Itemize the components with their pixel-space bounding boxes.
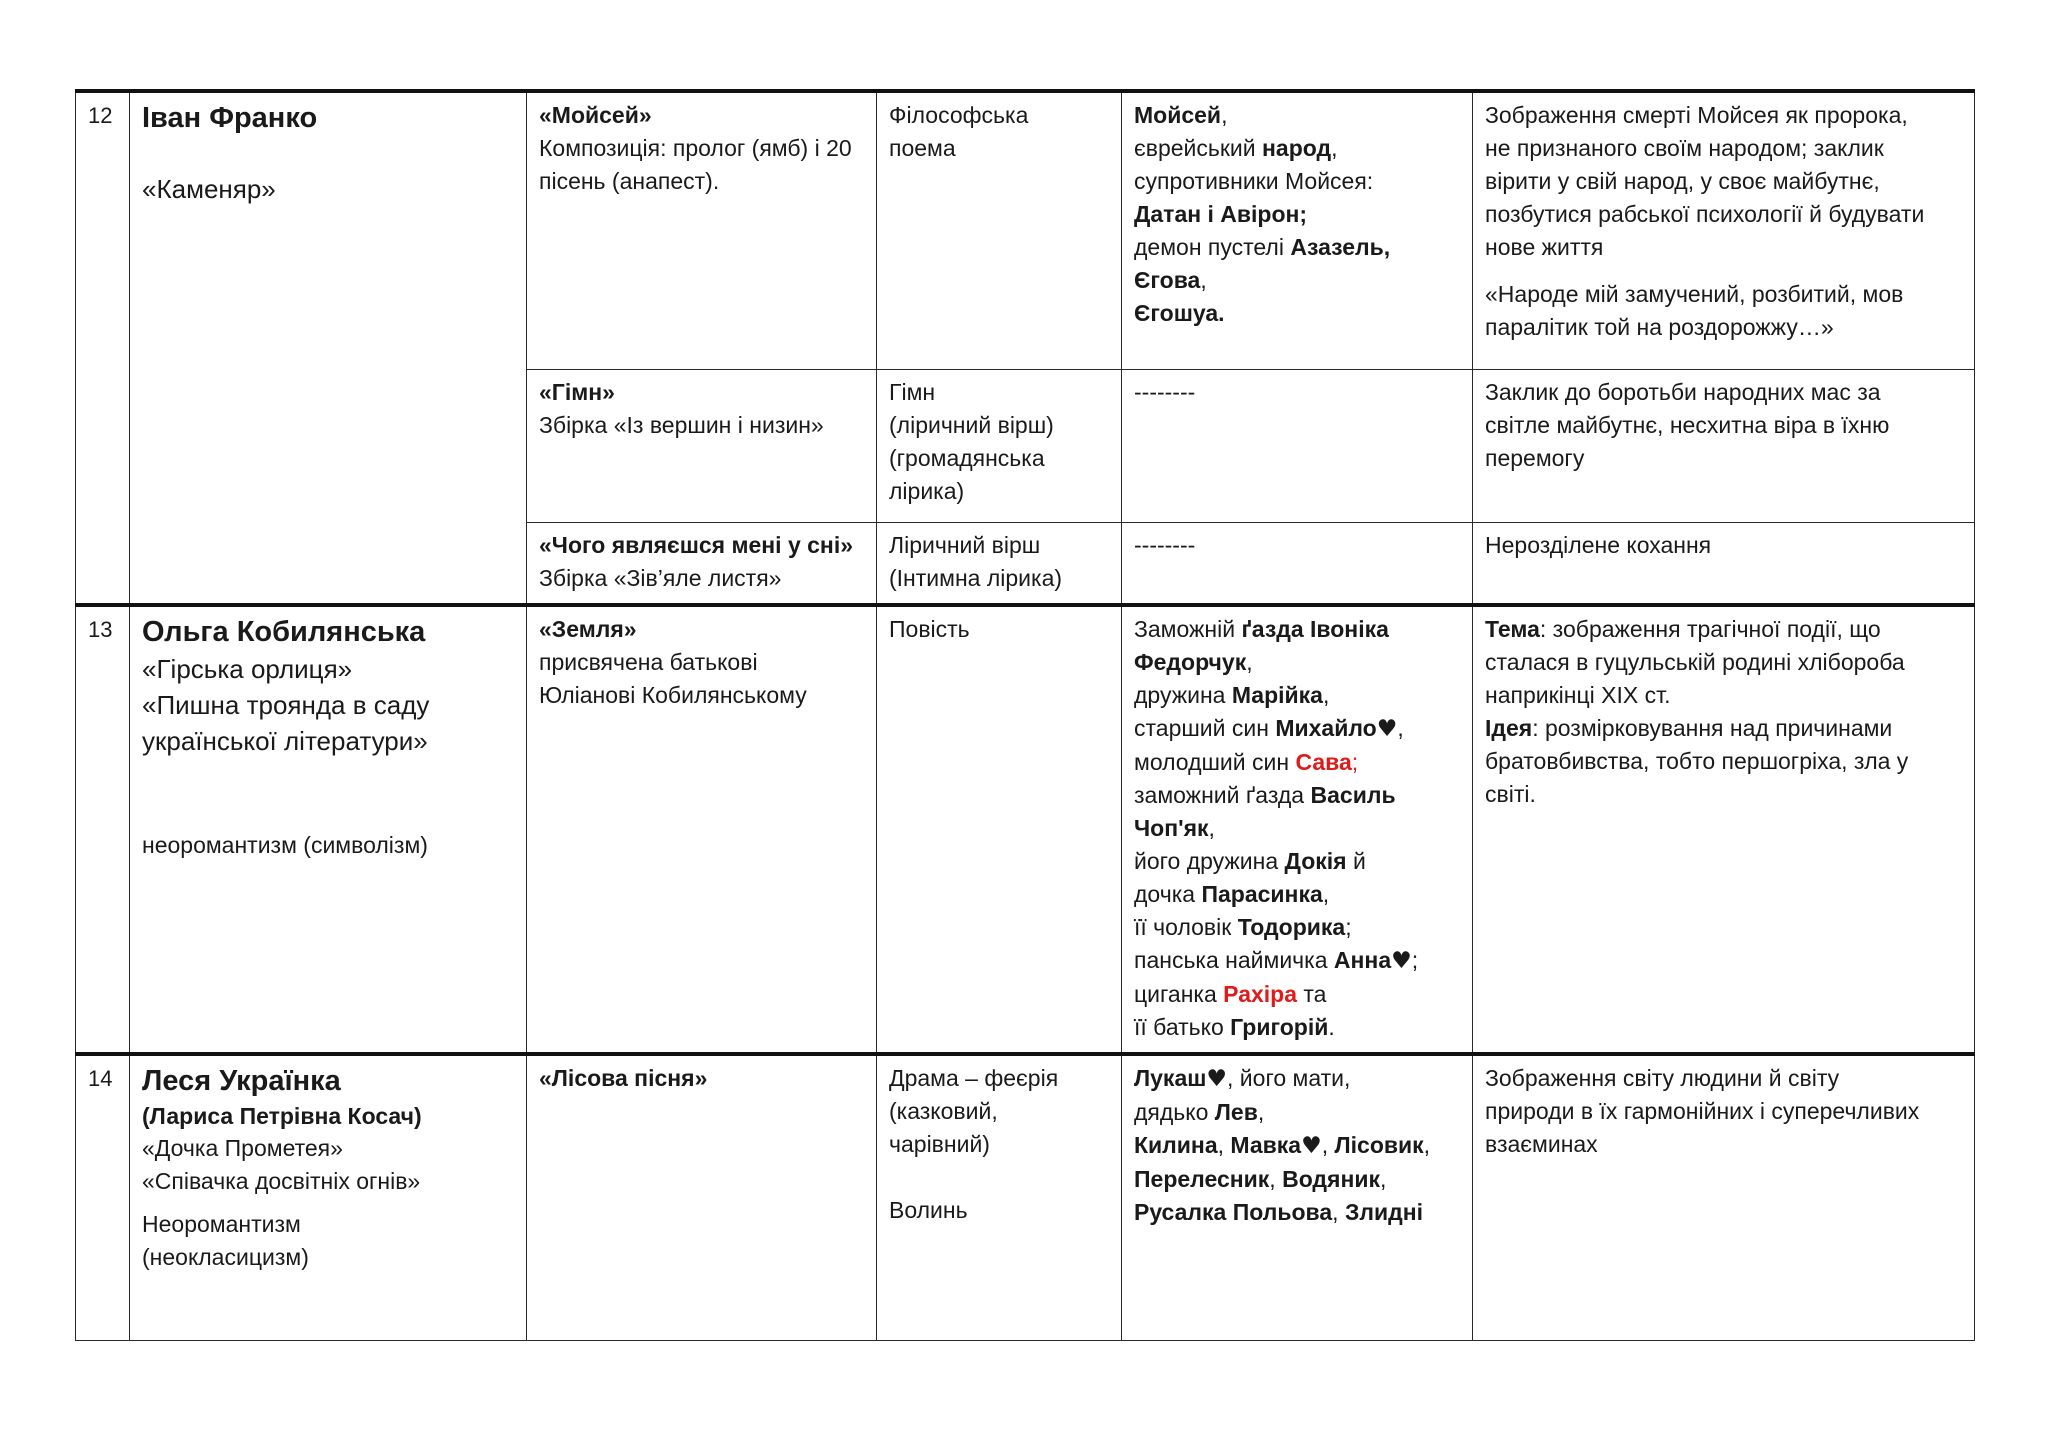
heart-icon: ♥	[1206, 1066, 1228, 1092]
hero-text: , його мати,	[1227, 1065, 1351, 1091]
hero-text: ,	[1217, 1132, 1231, 1158]
genre-line: Гімн	[889, 379, 936, 405]
hero-name-highlight: Рахіра	[1223, 981, 1298, 1007]
hero-text: ;	[1345, 914, 1352, 940]
idea-label: Ідея	[1485, 715, 1533, 741]
hero-text: ;	[1351, 749, 1359, 775]
hero-text: ,	[1380, 1166, 1387, 1192]
work-title: «Чого являєшся мені у сні»	[539, 532, 854, 558]
row-number: 12	[76, 91, 130, 605]
hero-name: Лукаш	[1134, 1065, 1207, 1091]
hero-name: Чоп'як	[1134, 815, 1209, 841]
work-title: «Гімн»	[539, 379, 615, 405]
genre-cell	[877, 605, 1122, 1054]
theme-line: світле майбутнє, несхитна віра в їхню	[1485, 412, 1890, 438]
heroes-cell	[1122, 605, 1473, 1054]
hero-name: Марійка	[1231, 682, 1323, 708]
hero-name: Злидні	[1344, 1199, 1423, 1225]
genre-line: Повість	[889, 616, 970, 642]
hero-name: Азазель,	[1290, 234, 1391, 260]
hero-name: Докія	[1284, 848, 1347, 874]
hero-name: Килина	[1134, 1132, 1218, 1158]
work-note: Композиція: пролог (ямб) і 20 пісень (анапест).	[539, 135, 852, 194]
theme-line: вірити у свій народ, у своє майбутнє,	[1485, 168, 1880, 194]
author-name: Ольга Кобилянська	[142, 616, 426, 648]
genre-line: (казковий,	[889, 1098, 998, 1124]
hero-text: ,	[1200, 267, 1207, 293]
hero-text: ,	[1397, 715, 1404, 741]
author-epithet: «Гірська орлиця»	[142, 654, 353, 684]
quote-line: паралітик той на роздорожжу…»	[1485, 314, 1834, 340]
theme-cell	[1473, 605, 1975, 1054]
table-row	[76, 91, 1975, 370]
work-title: «Лісова пісня»	[539, 1065, 708, 1091]
work-note: присвячена батькові	[539, 649, 758, 675]
work-cell	[527, 605, 877, 1054]
hero-name: Григорій	[1230, 1014, 1329, 1040]
genre-line: Філософська	[889, 102, 1029, 128]
hero-text: його дружина	[1134, 848, 1285, 874]
work-note: Збірка «Зів’яле листя»	[539, 565, 782, 591]
hero-text: дядько	[1134, 1099, 1215, 1125]
theme-label: Тема	[1485, 616, 1540, 642]
hero-text: ,	[1321, 1132, 1335, 1158]
hero-text: ;	[1411, 947, 1419, 973]
work-title: «Мойсей»	[539, 102, 652, 128]
hero-text: ,	[1221, 102, 1228, 128]
hero-text: демон пустелі	[1134, 234, 1291, 260]
theme-line: природи в їх гармонійних і суперечливих	[1485, 1098, 1920, 1124]
hero-text: та	[1297, 981, 1327, 1007]
genre-cell	[877, 370, 1122, 523]
hero-name: Парасинка	[1201, 881, 1323, 907]
hero-text: її чоловік	[1134, 914, 1238, 940]
author-name: Леся Українка	[142, 1065, 341, 1097]
author-epithet: «Пишна троянда в саду	[142, 690, 430, 720]
hero-text: дружина	[1134, 682, 1232, 708]
theme-line: Нерозділене кохання	[1485, 532, 1712, 558]
hero-text: ,	[1322, 881, 1330, 907]
literary-style: Неоромантизм	[142, 1211, 301, 1237]
row-number: 13	[76, 605, 130, 1054]
theme-line: сталася в гуцульській родині хлібороба	[1485, 649, 1905, 675]
hero-text: ,	[1257, 1099, 1265, 1125]
theme-line: Заклик до боротьби народних мас за	[1485, 379, 1881, 405]
theme-line: не признаного своїм народом; заклик	[1485, 135, 1884, 161]
hero-text: ,	[1208, 815, 1215, 841]
hero-text: панська наймичка	[1134, 947, 1334, 973]
genre-line: поема	[889, 135, 956, 161]
hero-text: циганка	[1134, 981, 1224, 1007]
hero-text: заможний ґазда	[1134, 782, 1311, 808]
hero-name: Єгова	[1134, 267, 1201, 293]
literary-style: неоромантизм (символізм)	[142, 832, 428, 858]
hero-text: її батько	[1134, 1014, 1231, 1040]
genre-cell	[877, 91, 1122, 370]
author-real-name: (Лариса Петрівна Косач)	[142, 1103, 422, 1129]
idea-line: світі.	[1485, 781, 1536, 807]
heart-icon: ♥	[1301, 1133, 1322, 1159]
theme-line: позбутися рабської психології й будувати	[1485, 201, 1925, 227]
genre-line: (громадянська	[889, 445, 1045, 471]
empty-dashes: --------	[1134, 379, 1196, 405]
hero-text: ,	[1322, 682, 1330, 708]
hero-name: Русалка Польова	[1134, 1199, 1333, 1225]
table-row	[76, 605, 1975, 1054]
genre-line: Драма – феєрія	[889, 1065, 1059, 1091]
hero-text: єврейський	[1134, 135, 1263, 161]
work-note: Збірка «Із вершин і низин»	[539, 412, 824, 438]
hero-name-highlight: Сава	[1295, 749, 1352, 775]
hero-name: Мойсей	[1134, 102, 1222, 128]
hero-text: ,	[1332, 1199, 1345, 1225]
hero-text: й	[1346, 848, 1366, 874]
hero-name: Лев	[1214, 1099, 1258, 1125]
theme-line: Зображення смерті Мойсея як пророка,	[1485, 102, 1908, 128]
row-number: 14	[76, 1054, 130, 1341]
hero-text: дочка	[1134, 881, 1202, 907]
author-epithet: «Дочка Прометея»	[142, 1135, 343, 1161]
work-title: «Земля»	[539, 616, 637, 642]
heroes-cell	[1122, 370, 1473, 523]
work-cell	[527, 91, 877, 370]
hero-text: ,	[1331, 135, 1338, 161]
hero-text: ,	[1423, 1132, 1431, 1158]
heart-icon: ♥	[1391, 948, 1412, 974]
idea-line: : розмірковування над причинами	[1532, 715, 1893, 741]
hero-name: Тодорика	[1237, 914, 1346, 940]
literary-style: (неокласицизм)	[142, 1244, 309, 1270]
genre-line: лірика)	[889, 478, 965, 504]
theme-line: перемогу	[1485, 445, 1585, 471]
theme-line: : зображення трагічної події, що	[1539, 616, 1881, 642]
hero-name: ґазда Івоніка	[1241, 616, 1389, 642]
table-row	[76, 1054, 1975, 1341]
heroes-cell	[1122, 91, 1473, 370]
genre-cell	[877, 523, 1122, 606]
genre-cell	[877, 1054, 1122, 1341]
hero-name: Єгошуа.	[1134, 300, 1225, 326]
hero-text: ,	[1269, 1166, 1283, 1192]
hero-name: Василь	[1310, 782, 1396, 808]
hero-text: ,	[1246, 649, 1253, 675]
heart-icon: ♥	[1376, 716, 1398, 742]
hero-text: Заможній	[1134, 616, 1242, 642]
quote-line: «Народе мій замучений, розбитий, мов	[1485, 281, 1904, 307]
author-cell	[130, 1054, 527, 1341]
work-cell	[527, 1054, 877, 1341]
hero-text: молодший син	[1134, 749, 1296, 775]
author-epithet: «Каменяр»	[142, 174, 276, 204]
theme-cell	[1473, 91, 1975, 370]
theme-cell	[1473, 523, 1975, 606]
literature-table	[75, 89, 1975, 1341]
setting-place: Волинь	[889, 1197, 968, 1223]
empty-dashes: --------	[1134, 532, 1196, 558]
hero-name: Михайло	[1275, 715, 1377, 741]
heroes-cell	[1122, 523, 1473, 606]
genre-line: (ліричний вірш)	[889, 412, 1054, 438]
theme-line: нове життя	[1485, 234, 1604, 260]
hero-text: супротивники Мойсея:	[1134, 168, 1374, 194]
author-name: Іван Франко	[142, 102, 318, 134]
work-note: Юліанові Кобилянському	[539, 682, 807, 708]
theme-cell	[1473, 370, 1975, 523]
hero-name: Анна	[1333, 947, 1392, 973]
heroes-cell	[1122, 1054, 1473, 1341]
theme-cell	[1473, 1054, 1975, 1341]
hero-name: Перелесник	[1134, 1166, 1270, 1192]
theme-line: взаєминах	[1485, 1131, 1598, 1157]
work-cell	[527, 370, 877, 523]
genre-line: чарівний)	[889, 1131, 990, 1157]
hero-name: Водяник	[1282, 1166, 1380, 1192]
hero-name: Мавка	[1230, 1132, 1302, 1158]
idea-line: братовбивства, тобто першогріха, зла у	[1485, 748, 1909, 774]
author-cell	[130, 605, 527, 1054]
theme-line: наприкінці ХІХ ст.	[1485, 682, 1671, 708]
author-cell	[130, 91, 527, 605]
genre-line: (Інтимна лірика)	[889, 565, 1063, 591]
author-epithet: «Співачка досвітніх огнів»	[142, 1168, 421, 1194]
author-epithet: української літератури»	[142, 726, 428, 756]
hero-name: народ	[1262, 135, 1332, 161]
hero-name: Федорчук	[1134, 649, 1247, 675]
hero-text: старший син	[1134, 715, 1276, 741]
hero-name: Лісовик	[1334, 1132, 1424, 1158]
genre-line: Ліричний вірш	[889, 532, 1041, 558]
hero-text: .	[1328, 1014, 1335, 1040]
theme-line: Зображення світу людини й світу	[1485, 1065, 1840, 1091]
hero-name: Датан і Авірон;	[1134, 201, 1308, 227]
work-cell	[527, 523, 877, 606]
